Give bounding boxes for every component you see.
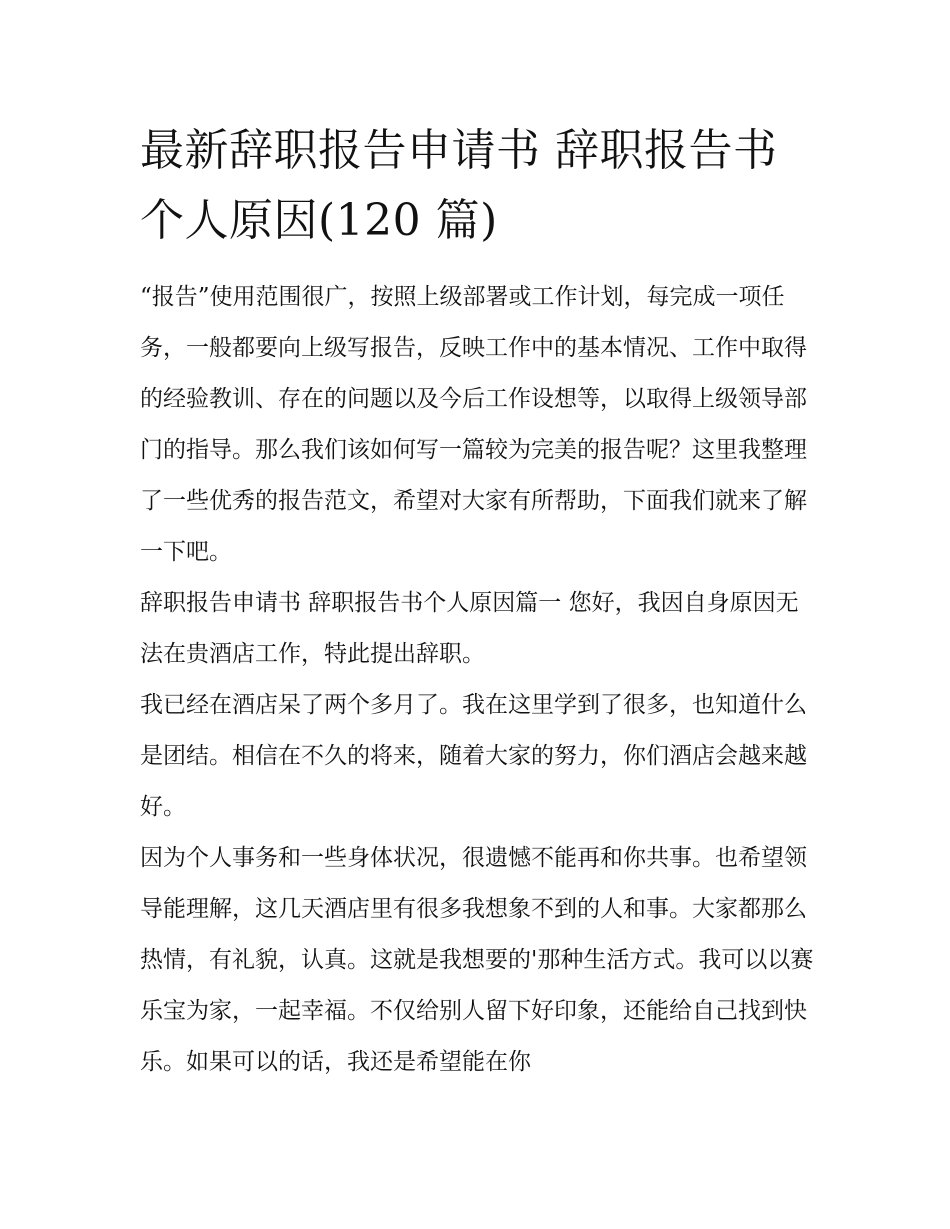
document-page [140, 116, 815, 1088]
document-title: 最新辞职报告申请书 辞职报告书个人原因(120 篇) [140, 125, 778, 246]
paragraph-1: 辞职报告申请书 辞职报告书个人原因篇一 您好，我因自身原因无法在贵酒店工作，特此提出辞职。 [140, 590, 799, 667]
paragraph-2: 我已经在酒店呆了两个多月了。我在这里学到了很多，也知道什么是团结。相信在不久的将来，随着大家的努力，你们酒店会越来越好。 [140, 692, 807, 820]
paragraph-intro: “报告”使用范围很广，按照上级部署或工作计划，每完成一项任务，一般都要向上级写报告，反映工作中的基本情况、工作中取得的经验教训、存在的问题以及今后工作设想等，以取得上级领导部门的指导。那么我们该如何写一篇较为完美的报告呢？这里我整理了一些优秀的报告范文，希望对大家有所帮助，下面我们就来了解一下吧。 [140, 284, 807, 565]
paragraph-3: 因为个人事务和一些身体状况，很遗憾不能再和你共事。也希望领导能理解，这几天酒店里有很多我想象不到的人和事。大家都那么热情，有礼貌，认真。这就是我想要的'那种生活方式。我可以以赛乐宝为家，一起幸福。不仅给别人留下好印象，还能给自己找到快乐。如果可以的话，我还是希望能在你 [140, 845, 814, 1075]
